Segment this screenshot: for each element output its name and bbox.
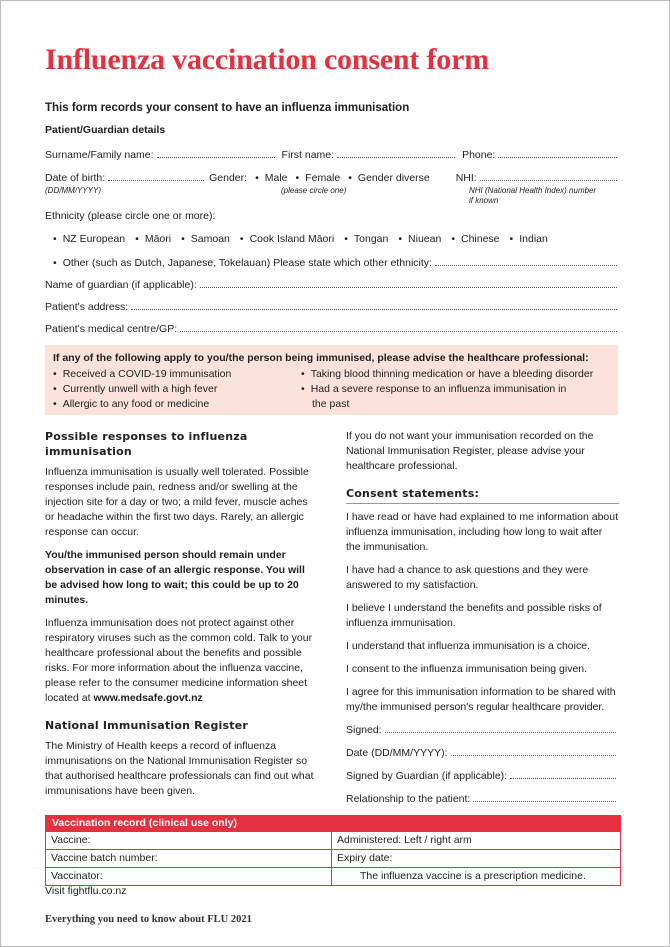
vaccinator-cell[interactable]: Vaccinator: <box>46 867 332 885</box>
nhi-label: NHI: <box>455 172 477 184</box>
alert-heading: If any of the following apply to you/the person being immunised, please advise the healthcare professional: <box>53 352 589 364</box>
relationship-field[interactable] <box>473 792 616 802</box>
surname-label: Surname/Family name: <box>45 149 154 161</box>
medical-centre-label: Patient's medical centre/GP: <box>45 323 178 335</box>
medsafe-link[interactable]: www.medsafe.govt.nz <box>93 692 203 704</box>
signed-field[interactable] <box>385 723 616 733</box>
gender-option-male[interactable]: • Male <box>255 172 287 184</box>
guardian-signature-row <box>346 769 619 784</box>
register-paragraph: The Ministry of Health keeps a record of influenza immunisations on the National Immunisation Register so that authorised healthcare professionals can find out what immunisations have been given. <box>45 740 314 797</box>
register-heading: National Immunisation Register <box>45 719 249 732</box>
visit-link[interactable]: Visit fightflu.co.nz <box>45 885 127 897</box>
signed-row <box>346 723 619 738</box>
consent-statement: I have read or have had explained to me information about influenza immunisation, including how long to wait after the immunisation. <box>346 511 619 553</box>
date-label: Date (DD/MM/YYYY): <box>346 747 448 759</box>
alert-item: • Taking blood thinning medication or have a bleeding disorder <box>301 367 593 382</box>
consent-statement: I consent to the influenza immunisation being given. <box>346 663 588 675</box>
relationship-row <box>346 792 619 807</box>
consent-statement: I have had a chance to ask questions and they were answered to my satisfaction. <box>346 564 589 591</box>
ethnicity-option[interactable]: • Tongan <box>344 233 388 245</box>
gender-label: Gender: <box>209 172 248 184</box>
dob-row <box>45 171 620 184</box>
ethnicity-other-row <box>53 256 620 269</box>
medical-centre-field[interactable] <box>180 322 617 332</box>
address-label: Patient's address: <box>45 301 129 313</box>
responses-heading: Possible responses to influenza immunisation <box>45 430 248 458</box>
batch-number-cell[interactable]: Vaccine batch number: <box>46 849 332 867</box>
dob-hint: (DD/MM/YYYY) <box>45 186 101 195</box>
info-text: Influenza immunisation does not protect against other respiratory viruses such as the common cold. Talk to your healthcare professional about the benefits and possible risks. For more information about the influenza vaccine, please refer to the consumer medicine information sheet located at <box>45 617 313 704</box>
administered-cell[interactable]: Administered: Left / right arm <box>332 831 620 849</box>
nhi-hint: NHI (National Health Index) number <box>469 186 597 195</box>
prescription-note: The influenza vaccine is a prescription medicine. <box>332 867 620 885</box>
guardian-row <box>45 278 620 291</box>
form-title: Influenza vaccination consent form <box>45 43 490 76</box>
vaccine-cell[interactable]: Vaccine: <box>46 831 332 849</box>
medical-centre-row <box>45 322 620 335</box>
address-row <box>45 300 620 313</box>
advise-alert-box <box>45 345 618 415</box>
observation-paragraph: You/the immunised person should remain under observation in case of an allergic response. You will be advised how long to wait; this could be up to 20 minutes. <box>45 549 305 606</box>
dob-field[interactable] <box>108 171 204 181</box>
ethnicity-option[interactable]: • NZ European <box>53 233 125 245</box>
register-optout-paragraph: If you do not want your immunisation recorded on the National Immunisation Register, please advise your healthcare professional. <box>346 430 594 472</box>
ethnicity-other-field[interactable] <box>435 256 617 266</box>
first-name-label: First name: <box>281 149 335 161</box>
alert-item: • Allergic to any food or medicine <box>53 397 231 412</box>
ethnicity-label: Ethnicity (please circle one or more): <box>45 210 216 222</box>
expiry-date-cell[interactable]: Expiry date: <box>332 849 620 867</box>
ethnicity-option[interactable]: • Samoan <box>181 233 230 245</box>
guardian-field[interactable] <box>200 278 617 288</box>
vaccination-record-heading: Vaccination record (clinical use only) <box>46 815 620 831</box>
date-field[interactable] <box>451 746 616 756</box>
nhi-hint-2: if known <box>469 196 499 205</box>
dob-label: Date of birth: <box>45 172 106 184</box>
first-name-field[interactable] <box>337 148 455 158</box>
consent-statement: I believe I understand the benefits and possible risks of influenza immunisation. <box>346 602 602 629</box>
consent-statement: I agree for this immunisation information to be shared with my/the immunised person's regular healthcare provider. <box>346 686 616 713</box>
consent-heading: Consent statements: <box>346 486 619 504</box>
alert-item: • Received a COVID-19 immunisation <box>53 367 231 382</box>
ethnicity-option[interactable]: • Indian <box>510 233 548 245</box>
ethnicity-option[interactable]: • Chinese <box>451 233 499 245</box>
responses-paragraph: Influenza immunisation is usually well tolerated. Possible responses include pain, redness and/or swelling at the injection site for a day or two; a mild fever, muscle aches or headache within the first two days. Rarely, an allergic response can occur. <box>45 466 309 538</box>
patient-section-heading: Patient/Guardian details <box>45 124 166 136</box>
guardian-label: Name of guardian (if applicable): <box>45 279 197 291</box>
date-row <box>346 746 619 761</box>
ethnicity-option[interactable]: • Māori <box>135 233 171 245</box>
phone-field[interactable] <box>498 148 617 158</box>
address-field[interactable] <box>131 300 617 310</box>
guardian-signature-field[interactable] <box>510 769 616 779</box>
nhi-field[interactable] <box>480 171 617 181</box>
guardian-signature-label: Signed by Guardian (if applicable): <box>346 770 508 782</box>
alert-item: • Currently unwell with a high fever <box>53 382 231 397</box>
vaccination-record-table <box>45 815 621 886</box>
alert-item-cont: the past <box>312 398 350 410</box>
gender-option-female[interactable]: • Female <box>296 172 341 184</box>
relationship-label: Relationship to the patient: <box>346 793 471 805</box>
alert-list-right <box>301 367 593 397</box>
gender-hint: (please circle one) <box>281 186 347 195</box>
signed-label: Signed: <box>346 724 382 736</box>
gender-option-diverse[interactable]: • Gender diverse <box>348 172 429 184</box>
ethnicity-other-label: • Other (such as Dutch, Japanese, Tokelauan) Please state which other ethnicity: <box>53 257 432 269</box>
form-intro: This form records your consent to have an influenza immunisation <box>45 102 410 114</box>
phone-label: Phone: <box>462 149 496 161</box>
right-column <box>346 429 619 815</box>
info-paragraph <box>45 616 315 706</box>
page-footer: Everything you need to know about FLU 2021 <box>45 914 252 925</box>
ethnicity-options <box>53 233 548 245</box>
left-column <box>45 429 315 807</box>
alert-item: • Had a severe response to an influenza immunisation in <box>301 382 593 397</box>
name-row <box>45 148 620 161</box>
consent-statement: I understand that influenza immunisation is a choice. <box>346 640 590 652</box>
vaccination-record-grid <box>46 831 620 885</box>
alert-list-left <box>53 367 231 412</box>
surname-field[interactable] <box>157 148 275 158</box>
ethnicity-option[interactable]: • Cook Island Māori <box>240 233 334 245</box>
ethnicity-option[interactable]: • Niuean <box>398 233 441 245</box>
